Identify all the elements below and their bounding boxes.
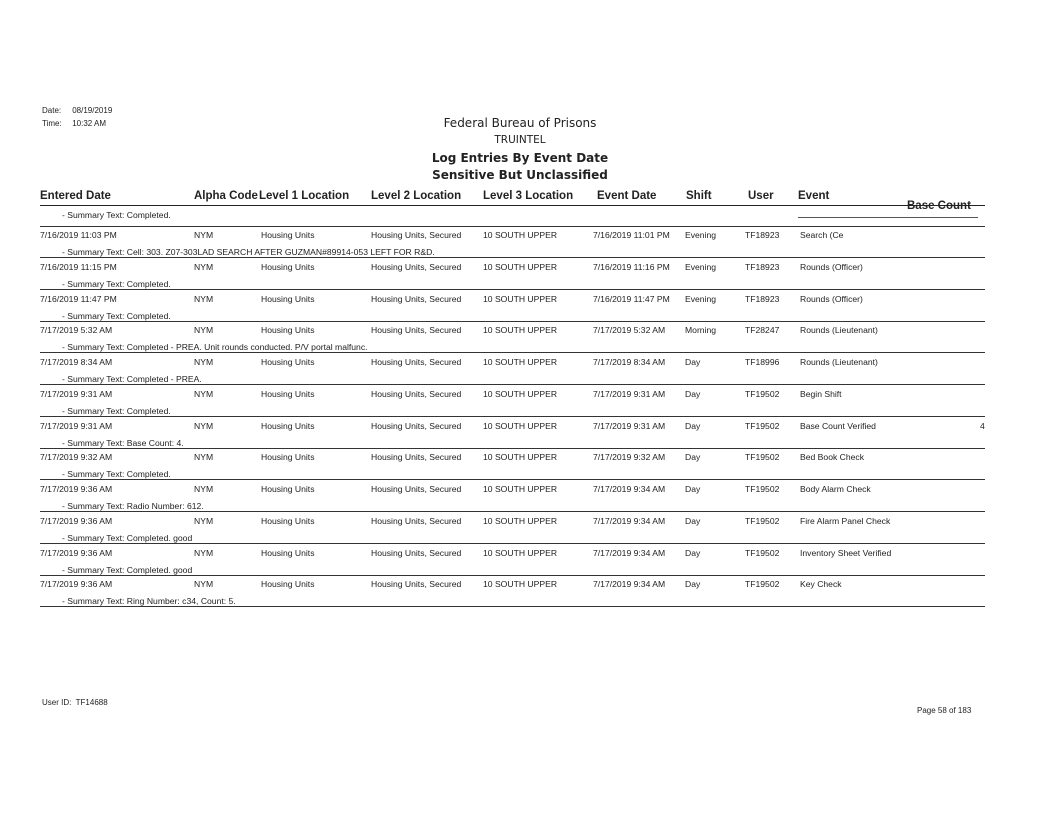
level1-location: Housing Units (261, 420, 315, 431)
level2-location: Housing Units, Secured (371, 230, 462, 240)
row-divider (40, 352, 985, 353)
level2-location: Housing Units, Secured (371, 388, 462, 399)
summary-text: - Summary Text: Completed. (62, 405, 171, 416)
shift: Day (685, 515, 701, 526)
event: Bed Book Check (800, 452, 865, 463)
event: Search (Ce (800, 230, 844, 240)
alpha-code: NYM (194, 357, 214, 367)
event-date: 7/17/2019 9:34 AM (593, 579, 666, 590)
event: Inventory Sheet Verified (800, 547, 892, 558)
entered-date: 7/17/2019 9:36 AM (40, 515, 113, 526)
summary-text: - Summary Text: Completed. (62, 310, 171, 321)
level1-location: Housing Units (261, 325, 315, 336)
level3-location: 10 SOUTH UPPER (483, 357, 558, 367)
col-level1: Level 1 Location (259, 190, 350, 202)
level3-location: 10 SOUTH UPPER (483, 230, 558, 240)
level3-location: 10 SOUTH UPPER (483, 261, 558, 272)
event-date: 7/16/2019 11:16 PM (593, 261, 670, 272)
alpha-code: NYM (194, 484, 214, 494)
col-shift: Shift (686, 190, 712, 202)
alpha-code: NYM (194, 230, 214, 240)
level1-location: Housing Units (261, 357, 315, 367)
event: Rounds (Lieutenant) (800, 325, 878, 336)
level2-location: Housing Units, Secured (371, 515, 462, 526)
summary-text: - Summary Text: Base Count: 4. (62, 437, 184, 448)
event: Key Check (800, 579, 842, 590)
summary-text: - Summary Text: Completed - PREA. (62, 374, 202, 384)
row-divider (40, 511, 985, 512)
user: TF19502 (745, 484, 780, 494)
level3-location: 10 SOUTH UPPER (483, 515, 558, 526)
event-date: 7/16/2019 11:47 PM (593, 293, 670, 304)
col-alpha-code: Alpha Code (194, 190, 258, 202)
col-base-count: Base Count (907, 200, 971, 212)
shift: Day (685, 547, 701, 558)
table-row (40, 482, 985, 518)
table-row (40, 577, 985, 613)
shift: Evening (685, 230, 717, 240)
user-id-value: TF14688 (75, 698, 108, 707)
event-date: 7/17/2019 9:34 AM (593, 484, 666, 494)
row-divider (40, 543, 985, 544)
page-number: Page 58 of 183 (917, 706, 972, 715)
date-label: Date: (42, 106, 62, 115)
level3-location: 10 SOUTH UPPER (483, 484, 558, 494)
row-divider (40, 384, 985, 385)
event: Rounds (Lieutenant) (800, 357, 878, 367)
shift: Morning (685, 325, 717, 336)
level3-location: 10 SOUTH UPPER (483, 388, 558, 399)
level1-location: Housing Units (261, 579, 315, 590)
user: TF19502 (745, 515, 780, 526)
row-divider (40, 416, 985, 417)
table-row (40, 355, 985, 391)
event-date: 7/17/2019 9:31 AM (593, 420, 666, 431)
level3-location: 10 SOUTH UPPER (483, 547, 558, 558)
report-date (42, 106, 112, 115)
table-row (40, 419, 985, 455)
row-divider (40, 448, 985, 449)
level1-location: Housing Units (261, 388, 315, 399)
summary-text: - Summary Text: Cell: 303. Z07-303LAD SEARCH AFTER GUZMAN#89914-053 LEFT FOR R&D. (62, 247, 435, 257)
shift: Day (685, 579, 701, 590)
user: TF19502 (745, 547, 780, 558)
summary-text: - Summary Text: Ring Number: c34, Count: 5. (62, 596, 236, 607)
level2-location: Housing Units, Secured (371, 452, 462, 463)
summary-text: - Summary Text: Completed. (62, 278, 171, 289)
level1-location: Housing Units (261, 230, 315, 240)
level2-location: Housing Units, Secured (371, 293, 462, 304)
level2-location: Housing Units, Secured (371, 357, 462, 367)
user: TF18923 (745, 261, 780, 272)
table-row (40, 546, 985, 582)
time-value: 10:32 AM (72, 119, 107, 128)
user: TF19502 (745, 420, 780, 431)
classification-title: Sensitive But Unclassified (432, 168, 608, 182)
entered-date: 7/17/2019 9:36 AM (40, 484, 113, 494)
col-event-date: Event Date (597, 190, 657, 202)
alpha-code: NYM (194, 515, 214, 526)
alpha-code: NYM (194, 452, 214, 463)
summary-text: - Summary Text: Completed. (62, 469, 171, 480)
report-title: Log Entries By Event Date (431, 151, 609, 165)
user: TF18923 (745, 293, 780, 304)
level2-location: Housing Units, Secured (371, 325, 462, 336)
entered-date: 7/17/2019 8:34 AM (40, 357, 113, 367)
shift: Day (685, 420, 701, 431)
entered-date: 7/16/2019 11:47 PM (40, 293, 117, 304)
summary-text: - Summary Text: Completed. good (62, 532, 193, 543)
alpha-code: NYM (194, 261, 214, 272)
col-event: Event (798, 190, 830, 202)
table-row (40, 450, 985, 486)
col-level3: Level 3 Location (483, 190, 574, 202)
level2-location: Housing Units, Secured (371, 547, 462, 558)
entered-date: 7/16/2019 11:15 PM (40, 261, 117, 272)
user: TF19502 (745, 452, 780, 463)
event: Rounds (Officer) (800, 261, 863, 272)
summary-text: - Summary Text: Completed. (62, 210, 171, 220)
alpha-code: NYM (194, 388, 214, 399)
user: TF18996 (745, 357, 780, 367)
shift: Day (685, 452, 701, 463)
summary-text: - Summary Text: Completed - PREA. Unit rounds conducted. P/V portal malfunc. (62, 342, 368, 353)
summary-text: - Summary Text: Radio Number: 612. (62, 501, 204, 511)
event-date: 7/17/2019 9:34 AM (593, 515, 666, 526)
event-date: 7/17/2019 5:32 AM (593, 325, 666, 336)
entered-date: 7/17/2019 9:36 AM (40, 547, 113, 558)
table-row (40, 387, 985, 423)
level1-location: Housing Units (261, 261, 315, 272)
row-divider (40, 575, 985, 576)
entered-date: 7/17/2019 9:36 AM (40, 579, 113, 590)
entered-date: 7/16/2019 11:03 PM (40, 230, 117, 240)
date-value: 08/19/2019 (72, 106, 113, 115)
col-level2: Level 2 Location (371, 190, 462, 202)
user: TF28247 (745, 325, 780, 336)
event: Begin Shift (800, 388, 842, 399)
header-divider (798, 217, 978, 218)
level2-location: Housing Units, Secured (371, 420, 462, 431)
table-row (40, 514, 985, 550)
time-label: Time: (42, 119, 62, 128)
shift: Evening (685, 261, 717, 272)
entered-date: 7/17/2019 5:32 AM (40, 325, 113, 336)
row-divider (40, 321, 985, 322)
row-divider (40, 479, 985, 480)
shift: Day (685, 357, 701, 367)
level2-location: Housing Units, Secured (371, 579, 462, 590)
event: Fire Alarm Panel Check (800, 515, 891, 526)
row-divider (40, 257, 985, 258)
row-divider (40, 606, 985, 607)
footer-user-id (42, 698, 108, 707)
entered-date: 7/17/2019 9:31 AM (40, 420, 113, 431)
level3-location: 10 SOUTH UPPER (483, 452, 558, 463)
row-divider (40, 226, 985, 227)
level1-location: Housing Units (261, 452, 315, 463)
table-row (40, 292, 985, 328)
alpha-code: NYM (194, 420, 214, 431)
level1-location: Housing Units (261, 515, 315, 526)
base-count: 4 (980, 420, 985, 431)
table-header (40, 185, 985, 206)
shift: Evening (685, 293, 717, 304)
entered-date: 7/17/2019 9:32 AM (40, 452, 113, 463)
event-date: 7/17/2019 9:34 AM (593, 547, 666, 558)
event-date: 7/17/2019 9:32 AM (593, 452, 666, 463)
event: Body Alarm Check (800, 484, 871, 494)
level2-location: Housing Units, Secured (371, 484, 462, 494)
level3-location: 10 SOUTH UPPER (483, 420, 558, 431)
shift: Day (685, 484, 701, 494)
level1-location: Housing Units (261, 547, 315, 558)
level1-location: Housing Units (261, 484, 315, 494)
alpha-code: NYM (194, 293, 214, 304)
user: TF18923 (745, 230, 780, 240)
level3-location: 10 SOUTH UPPER (483, 579, 558, 590)
alpha-code: NYM (194, 579, 214, 590)
event: Rounds (Officer) (800, 293, 863, 304)
summary-text: - Summary Text: Completed. good (62, 564, 193, 575)
shift: Day (685, 388, 701, 399)
alpha-code: NYM (194, 547, 214, 558)
event: Base Count Verified (800, 420, 876, 431)
event-date: 7/17/2019 9:31 AM (593, 388, 666, 399)
user: TF19502 (745, 388, 780, 399)
table-row (40, 228, 985, 264)
level1-location: Housing Units (261, 293, 315, 304)
table-row (40, 323, 985, 359)
row-divider (40, 289, 985, 290)
system-title: TRUINTEL (494, 134, 546, 146)
user-id-label: User ID: (42, 698, 72, 707)
col-user: User (748, 190, 774, 202)
level3-location: 10 SOUTH UPPER (483, 325, 558, 336)
event-date: 7/17/2019 8:34 AM (593, 357, 666, 367)
org-title: Federal Bureau of Prisons (443, 116, 597, 130)
event-date: 7/16/2019 11:01 PM (593, 230, 670, 240)
col-entered-date: Entered Date (40, 190, 111, 202)
level2-location: Housing Units, Secured (371, 261, 462, 272)
level3-location: 10 SOUTH UPPER (483, 293, 558, 304)
table-row (40, 260, 985, 296)
user: TF19502 (745, 579, 780, 590)
alpha-code: NYM (194, 325, 214, 336)
entered-date: 7/17/2019 9:31 AM (40, 388, 113, 399)
